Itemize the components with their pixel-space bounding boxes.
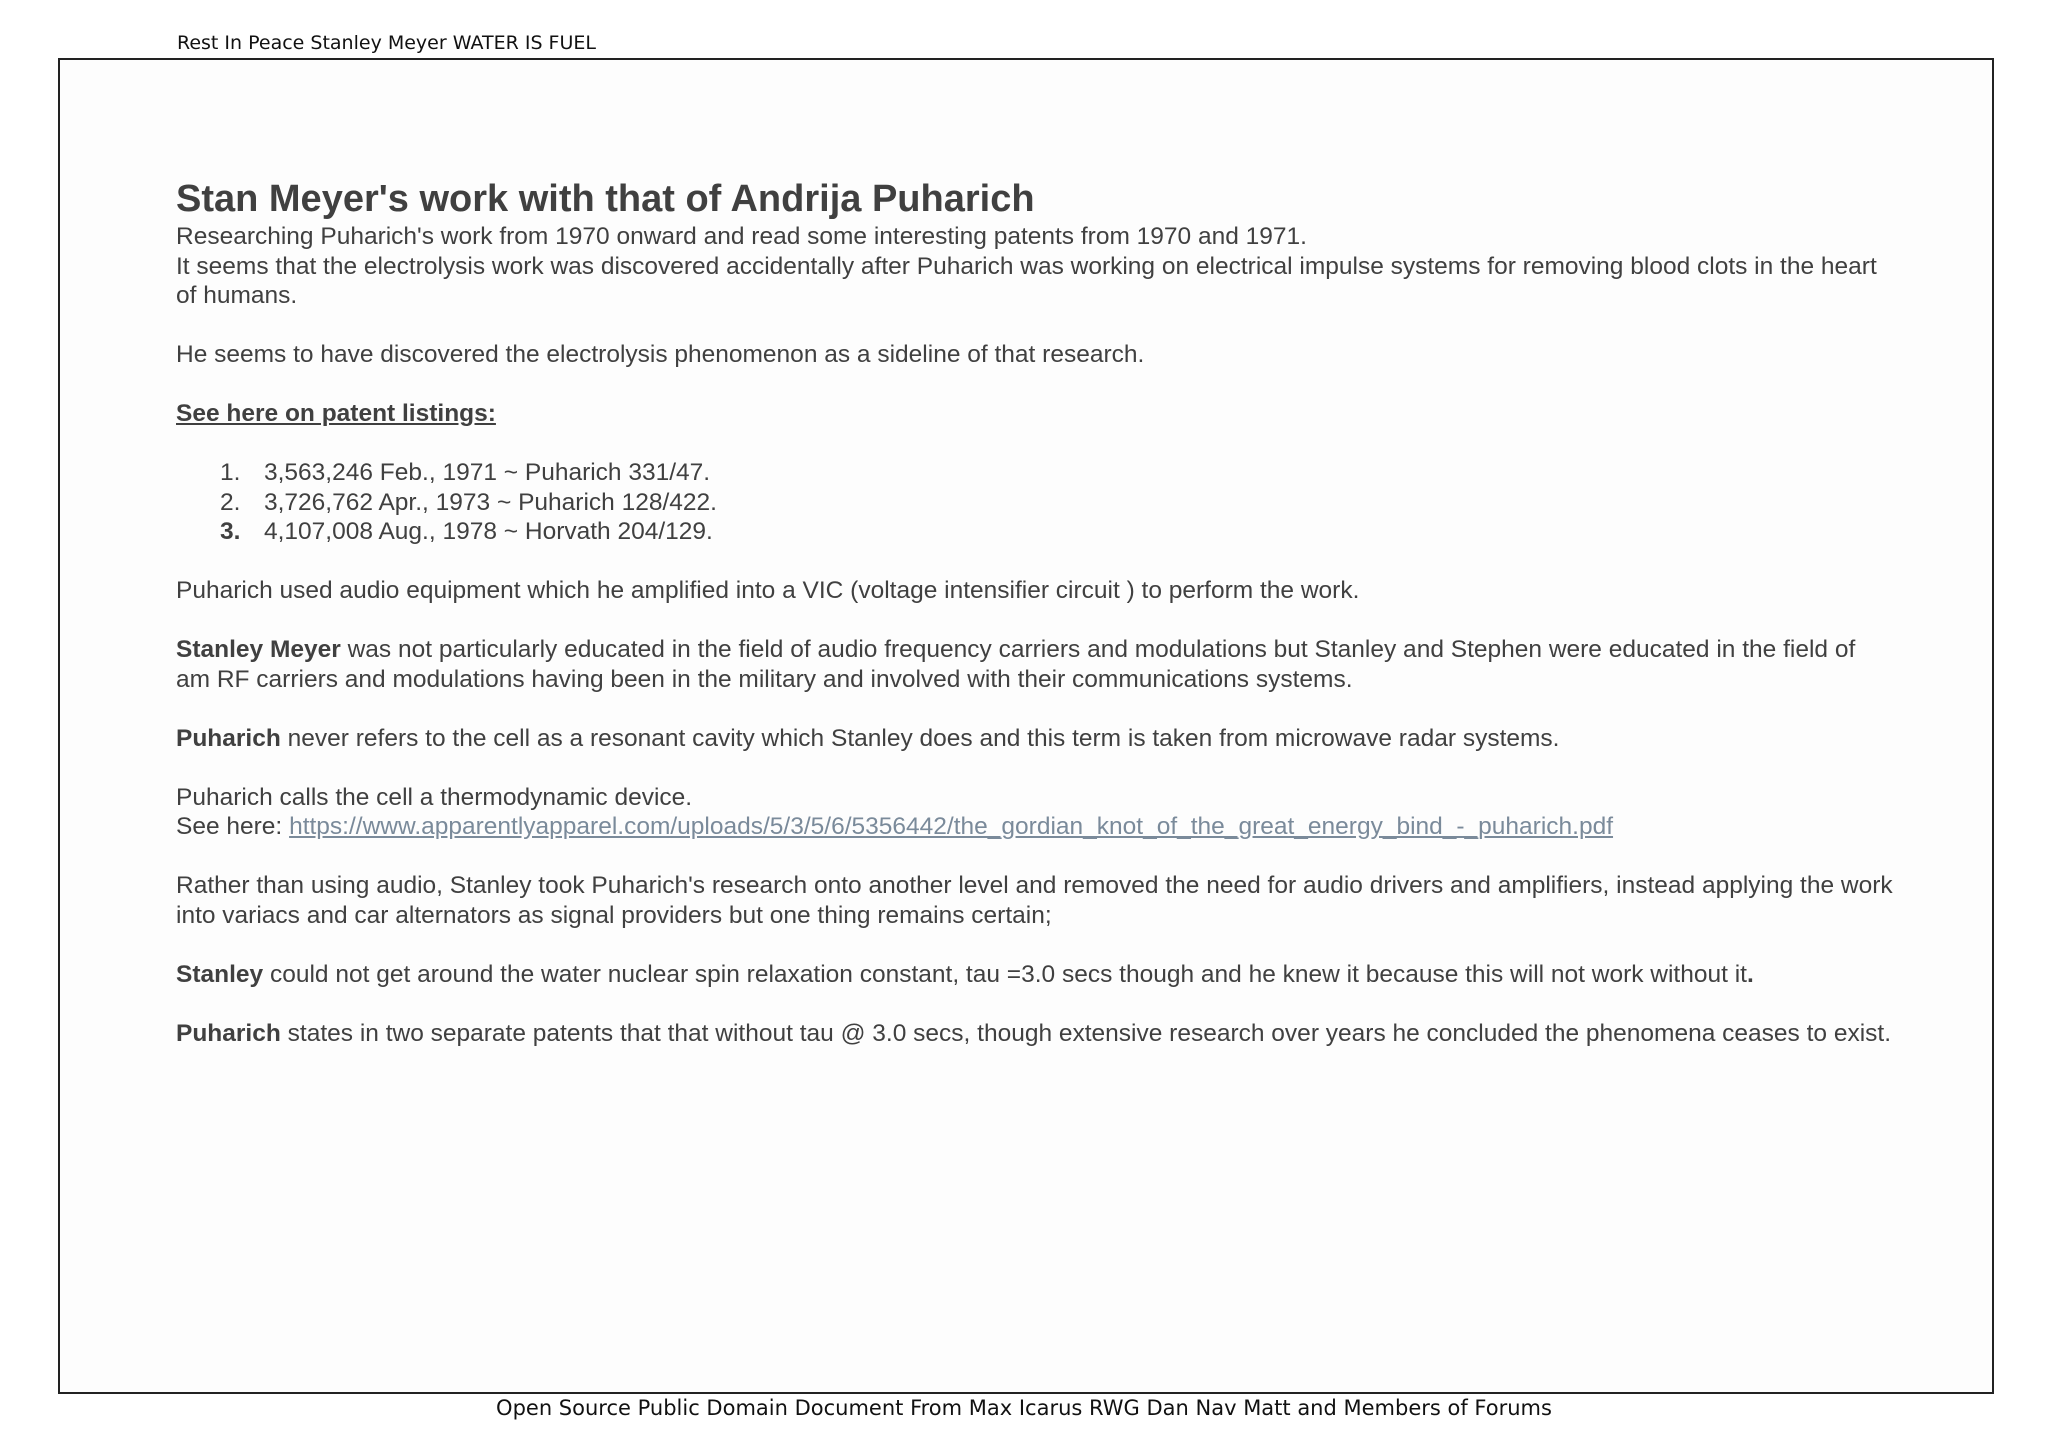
see-here-line <box>176 812 1896 842</box>
patent-number: 3. <box>220 518 241 545</box>
patent-text: 3,563,246 Feb., 1971 ~ Puharich 331/47. <box>264 459 711 486</box>
tau-paragraph: Stanley could not get around the water nuclear spin relaxation constant, tau =3.0 secs though and he knew it because this will not work without it. <box>176 960 1754 988</box>
patent-text: 4,107,008 Aug., 1978 ~ Horvath 204/129. <box>264 518 713 545</box>
intro-line-2: It seems that the electrolysis work was discovered accidentally after Puharich was working on electrical impulse systems for removing blood clots in the heart of humans. <box>176 252 1877 309</box>
patent-item <box>176 517 1896 547</box>
footer-note: Open Source Public Domain Document From Max Icarus RWG Dan Nav Matt and Members of Forums <box>496 1396 1552 1420</box>
header-note: Rest In Peace Stanley Meyer WATER IS FUEL <box>177 32 596 54</box>
patent-list <box>176 458 1896 547</box>
puharich-name: Puharich <box>176 724 281 752</box>
patent-number: 2. <box>220 488 241 516</box>
meyer-paragraph: Stanley Meyer was not particularly educated in the field of audio frequency carriers and modulations but Stanley and Stephen were educated in the field of am RF carriers and modulations having been in the military and involved with their communications systems. <box>176 636 1856 693</box>
puharich-name: Puharich <box>176 1019 281 1047</box>
sideline-paragraph: He seems to have discovered the electrolysis phenomenon as a sideline of that research. <box>176 341 1145 368</box>
meyer-name: Stanley Meyer <box>176 636 341 663</box>
see-here-label: See here: <box>176 813 290 840</box>
intro-line-1: Researching Puharich's work from 1970 onward and read some interesting patents from 1970 and 1971. <box>176 223 1307 250</box>
vic-paragraph: Puharich used audio equipment which he amplified into a VIC (voltage intensifier circuit ) to perform the work. <box>176 577 1360 604</box>
cavity-paragraph: Puharich never refers to the cell as a resonant cavity which Stanley does and this term is taken from microwave radar systems. <box>176 724 1560 752</box>
document-title: Stan Meyer's work with that of Andrija Puharich <box>176 178 1035 220</box>
stanley-name: Stanley <box>176 960 264 988</box>
patent-item <box>176 488 1896 518</box>
final-paragraph: Puharich states in two separate patents that that without tau @ 3.0 secs, though extensive research over years he concluded the phenomena ceases to exist. <box>176 1019 1892 1047</box>
thermodynamic-paragraph: Puharich calls the cell a thermodynamic device. <box>176 783 693 811</box>
patent-item <box>176 458 1896 488</box>
audio-paragraph: Rather than using audio, Stanley took Puharich's research onto another level and removed the need for audio drivers and amplifiers, instead applying the work into variacs and car alternators as signal providers but one thing remains certain; <box>176 872 1893 929</box>
patents-heading: See here on patent listings: <box>176 400 496 427</box>
patent-text: 3,726,762 Apr., 1973 ~ Puharich 128/422. <box>264 488 717 516</box>
patent-number: 1. <box>220 459 241 486</box>
puharich-pdf-link[interactable]: https://www.apparentlyapparel.com/uploads/5/3/5/6/5356442/the_gordian_knot_of_the_great_energy_bind_-_puharich.pdf <box>289 813 1614 840</box>
document-body <box>176 176 1896 1048</box>
